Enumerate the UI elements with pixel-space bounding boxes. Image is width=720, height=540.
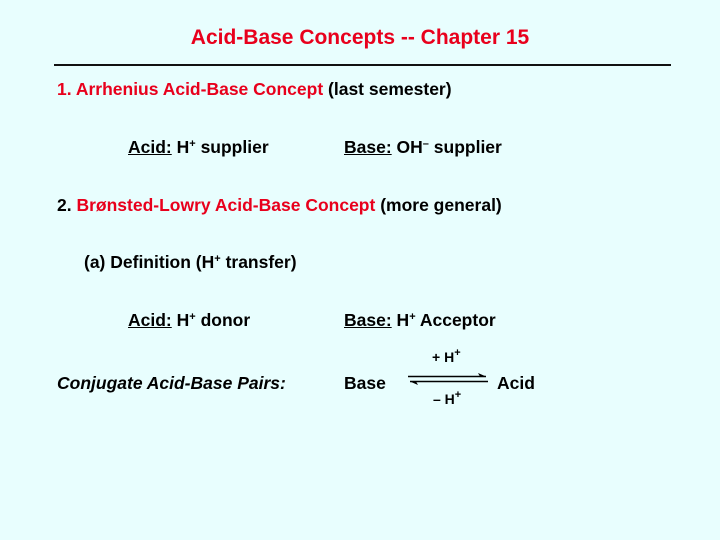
section-2-note: (more general): [380, 195, 502, 215]
bronsted-base-desc: Acceptor: [415, 310, 496, 330]
plus-h-charge: +: [454, 347, 461, 359]
section-1-note: (last semester): [328, 79, 452, 99]
conjugate-acid: Acid: [497, 373, 535, 393]
bronsted-acid-charge: +: [189, 311, 196, 323]
bronsted-base-h: H: [396, 310, 410, 330]
arrhenius-acid-h: H: [176, 137, 190, 157]
arrhenius-base-def: [344, 137, 502, 158]
section-1-name: Arrhenius Acid-Base Concept: [75, 79, 324, 99]
minus-h-text: – H: [433, 391, 455, 407]
definition-charge: +: [214, 253, 221, 265]
arrhenius-base-label: Base:: [344, 137, 392, 157]
equilibrium-arrow-icon: [404, 372, 492, 386]
section-2-heading: [57, 195, 502, 216]
arrhenius-acid-label: Acid:: [128, 137, 172, 157]
conjugate-base: Base: [344, 373, 386, 393]
section-1-heading: [57, 79, 452, 100]
arrhenius-base-oh: OH: [396, 137, 423, 157]
arrhenius-acid-desc: supplier: [195, 137, 269, 157]
arrhenius-base-charge: –: [422, 138, 429, 150]
bronsted-acid-def: [128, 310, 250, 331]
definition-prefix: (a) Definition (H: [84, 252, 215, 272]
bronsted-base-charge: +: [409, 311, 416, 323]
bronsted-acid-label: Acid:: [128, 310, 172, 330]
bronsted-base-def: [344, 310, 496, 331]
title-divider: [54, 64, 671, 66]
bronsted-acid-desc: donor: [195, 310, 251, 330]
section-2-number: 2.: [57, 195, 72, 215]
plus-h-text: + H: [432, 349, 455, 365]
arrhenius-base-desc: supplier: [428, 137, 502, 157]
minus-h-label: [433, 391, 461, 407]
arrhenius-acid-def: [128, 137, 269, 158]
section-1-number: 1.: [57, 79, 72, 99]
arrhenius-acid-charge: +: [189, 138, 196, 150]
slide-title: Acid-Base Concepts -- Chapter 15: [190, 26, 530, 49]
bronsted-base-label: Base:: [344, 310, 392, 330]
definition-subheading: [84, 252, 297, 273]
plus-h-label: [432, 349, 461, 365]
section-2-name: Brønsted-Lowry Acid-Base Concept: [76, 195, 376, 215]
minus-h-charge: +: [454, 389, 462, 401]
definition-suffix: transfer): [220, 252, 297, 272]
bronsted-acid-h: H: [176, 310, 190, 330]
conjugate-label: Conjugate Acid-Base Pairs:: [57, 373, 286, 393]
